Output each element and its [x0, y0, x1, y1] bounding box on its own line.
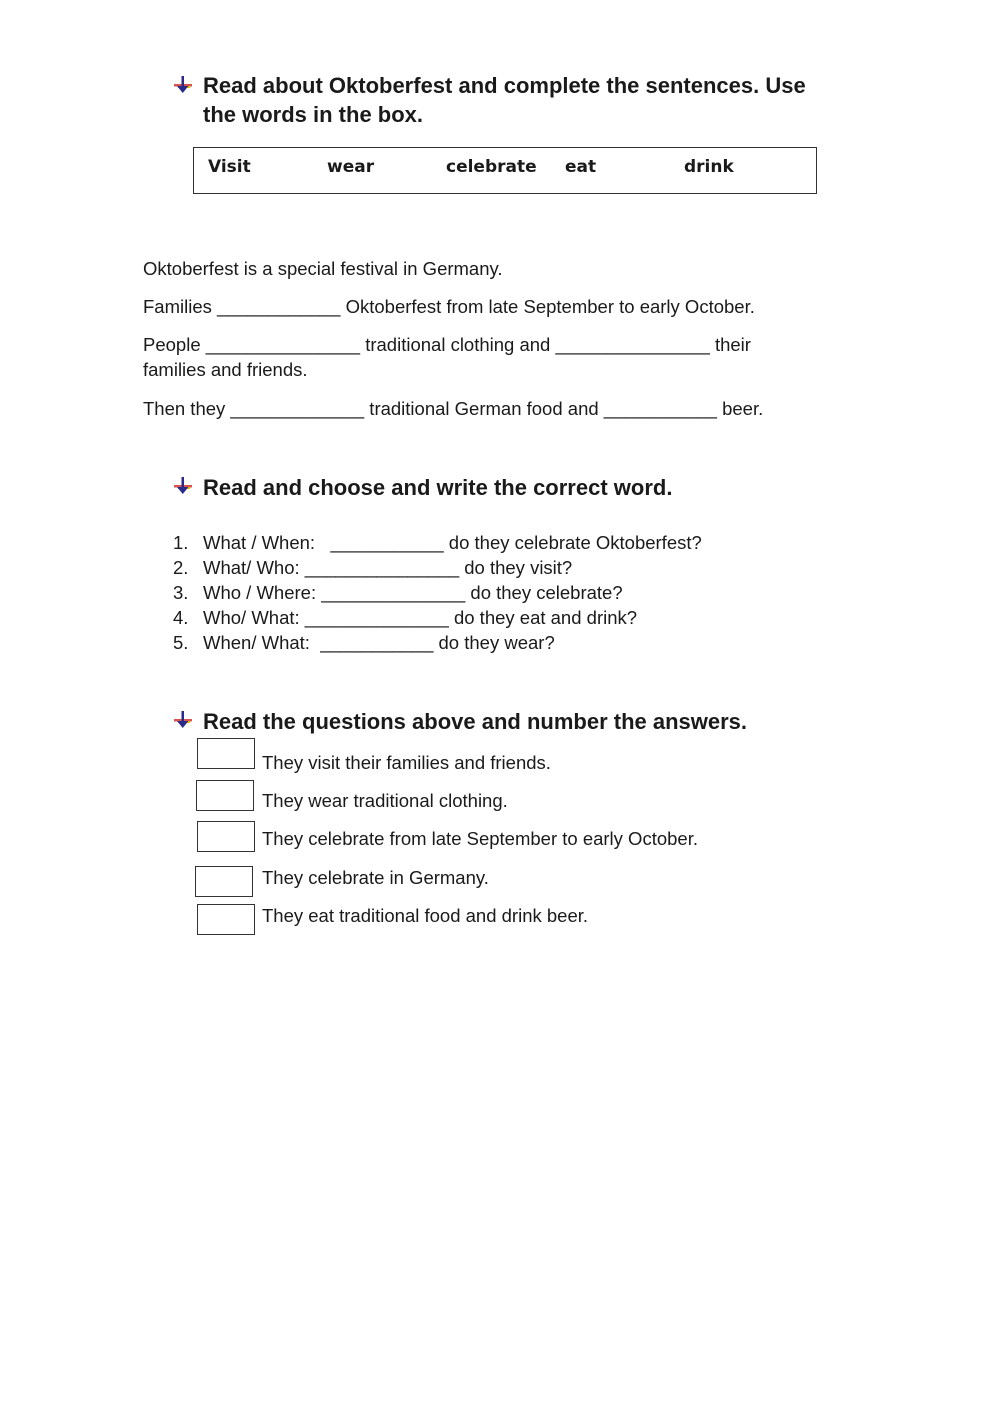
question-number: 4. — [173, 607, 189, 628]
question-number: 5. — [173, 632, 189, 653]
question-text: What/ Who: _______________ do they visit? — [203, 557, 573, 578]
sentence: Then they _____________ traditional German food and ___________ beer. — [143, 398, 764, 419]
answer-text: They wear traditional clothing. — [262, 790, 508, 811]
section1-heading-line1: Read about Oktoberfest and complete the sentences. Use — [203, 73, 806, 98]
bullet-arrow-icon — [172, 475, 194, 497]
answer-text: They eat traditional food and drink beer. — [262, 905, 589, 926]
sentence: families and friends. — [143, 359, 308, 380]
section2-heading: Read and choose and write the correct word. — [203, 475, 673, 500]
bullet-arrow-icon — [172, 74, 194, 96]
sentence: People _______________ traditional clothing and _______________ their — [143, 334, 751, 355]
word-box-item: drink — [684, 157, 734, 177]
question-text: What / When: ___________ do they celebrate Oktoberfest? — [203, 532, 702, 553]
bullet-arrow-icon — [172, 709, 194, 731]
question-text: When/ What: ___________ do they wear? — [203, 632, 555, 653]
question-number: 1. — [173, 532, 189, 553]
section1-heading-line2: the words in the box. — [203, 102, 424, 127]
answer-number-box[interactable] — [197, 821, 255, 852]
section1-heading — [203, 71, 806, 129]
section3-heading: Read the questions above and number the answers. — [203, 709, 748, 734]
question-text: Who / Where: ______________ do they celebrate? — [203, 582, 623, 603]
sentence: Families ____________ Oktoberfest from late September to early October. — [143, 296, 755, 317]
question-number: 3. — [173, 582, 189, 603]
word-box-item: wear — [327, 157, 375, 177]
answer-number-box[interactable] — [197, 738, 255, 769]
answer-number-box[interactable] — [197, 904, 255, 935]
word-box-item: eat — [565, 157, 597, 177]
word-box-item: celebrate — [446, 157, 537, 177]
answer-text: They celebrate from late September to early October. — [262, 828, 698, 849]
answer-text: They celebrate in Germany. — [262, 867, 489, 888]
answer-number-box[interactable] — [196, 780, 254, 811]
word-box-item: Visit — [208, 157, 251, 177]
question-text: Who/ What: ______________ do they eat and drink? — [203, 607, 638, 628]
question-number: 2. — [173, 557, 189, 578]
sentence: Oktoberfest is a special festival in Germany. — [143, 258, 503, 279]
answer-text: They visit their families and friends. — [262, 752, 551, 773]
answer-number-box[interactable] — [195, 866, 253, 897]
